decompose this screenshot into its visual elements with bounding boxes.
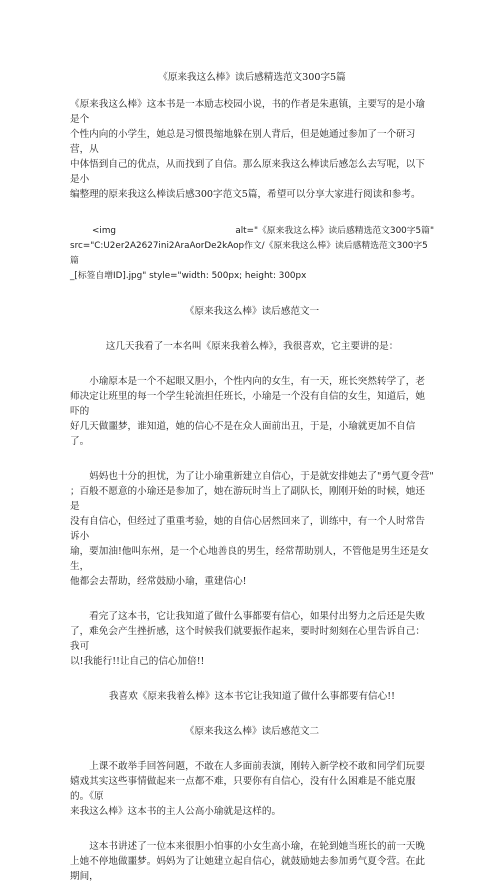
section2-paragraph-2 bbox=[70, 839, 434, 884]
section2-paragraph-1 bbox=[70, 759, 434, 819]
section1-paragraph-5: 我喜欢《原来我着么棒》这本书它让我知道了做什么事都要有信心!! bbox=[109, 691, 395, 702]
text-line: ；百般不愿意的小瑜还是参加了，她在游玩时当上了副队长，刚刚开始的时候，她还是 bbox=[70, 486, 425, 512]
document-title: 《原来我这么棒》读后感精选范文300字5篇 bbox=[158, 72, 346, 83]
image-code-row bbox=[70, 224, 434, 239]
text-line: 他都会去帮助，经常鼓励小瑜，重建信心! bbox=[70, 576, 247, 587]
text-line: 瑜，要加油!他叫东州，是一个心地善良的男生，经常帮助别人，不管他是男生还是女生， bbox=[70, 546, 429, 572]
text-line: 来我这么棒》这本书的主人公高小瑜就是这样的。 bbox=[70, 806, 282, 817]
text-line: 嬉戏其实这些事情做起来一点都不难，只要你有自信心，没有什么困难是不能克服的。《原 bbox=[70, 776, 416, 802]
intro-line: 编整理的原来我这么棒读后感300字范文5篇，希望可以分享大家进行阅读和参考。 bbox=[70, 189, 421, 200]
text-line: 好几天做噩梦，谁知道，她的信心不是在众人面前出丑，于是，小瑜就更加不自信了。 bbox=[70, 421, 416, 447]
text-line: 小瑜原本是一个不起眼又胆小，个性内向的女生，有一天，班长突然转学了，老 bbox=[89, 376, 425, 387]
section-title-1: 《原来我这么棒》读后感范文一 bbox=[184, 306, 320, 317]
intro-line: 中体悟到自己的优点，从而找到了自信。那么原来我这么棒读后感怎么去写呢，以下是小 bbox=[70, 159, 425, 185]
text-line: 了，难免会产生挫折感，这个时候我们就要振作起来，要时时刻刻在心里告诉自己：我可 bbox=[70, 626, 425, 652]
text-line: 这本书讲述了一位本来很胆小怕事的小女生高小瑜，在轮到她当班长的前一天晚 bbox=[89, 841, 425, 852]
image-tag: <img bbox=[92, 226, 116, 236]
text-line: 没有自信心，但经过了重重考验，她的自信心居然回来了，训练中，有一个人时常告诉小 bbox=[70, 516, 425, 542]
image-code-block bbox=[70, 224, 434, 284]
section1-paragraph-2 bbox=[70, 374, 434, 449]
text-line: 看完了这本书，它让我知道了做什么事都要有信心，如果付出努力之后还是失败 bbox=[89, 611, 425, 622]
text-line: 妈妈也十分的担忧，为了让小瑜重新建立自信心，于是就安排她去了"勇气夏令营" bbox=[89, 471, 434, 482]
image-src-line: src="C:U2er2A2627ini2AraAorDe2kAop作文/《原来我这么棒》读后感精选范文300字5篇 bbox=[70, 241, 428, 266]
section1-paragraph-1: 这几天我看了一本名叫《原来我着么棒》，我很喜欢，它主要讲的是： bbox=[105, 341, 399, 352]
intro-paragraph bbox=[70, 97, 434, 202]
section-title-2: 《原来我这么棒》读后感范文二 bbox=[184, 726, 320, 737]
image-alt: alt="《原来我这么棒》读后感精选范文300字5篇" bbox=[235, 226, 434, 236]
intro-line: 《原来我这么棒》这本书是一本励志校园小说，书的作者是朱惠镇，主要写的是小瑜是个 bbox=[70, 99, 425, 125]
text-line: 以!我能行!!让自己的信心加倍!! bbox=[70, 656, 205, 667]
text-line: 师决定让班里的每一个学生轮流担任班长，小瑜是一个没有自信的女生，知道后，她吓的 bbox=[70, 391, 425, 417]
image-style-line: _[标签自增ID].jpg" style="width: 500px; height: 300px bbox=[70, 271, 307, 281]
text-line: 上课不敢举手回答问题，不敢在人多面前表演，刚转入新学校不敢和同学们玩耍 bbox=[89, 761, 425, 772]
intro-line: 个性内向的小学生，她总是习惯畏缩地躲在别人背后，但是她通过参加了一个研习营，从 bbox=[70, 129, 416, 155]
text-line: 上她不停地做噩梦。妈妈为了让她建立起自信心，就鼓励她去参加勇气夏令营。在此期间， bbox=[70, 856, 425, 882]
section1-paragraph-3 bbox=[70, 469, 434, 589]
section1-paragraph-4 bbox=[70, 609, 434, 669]
